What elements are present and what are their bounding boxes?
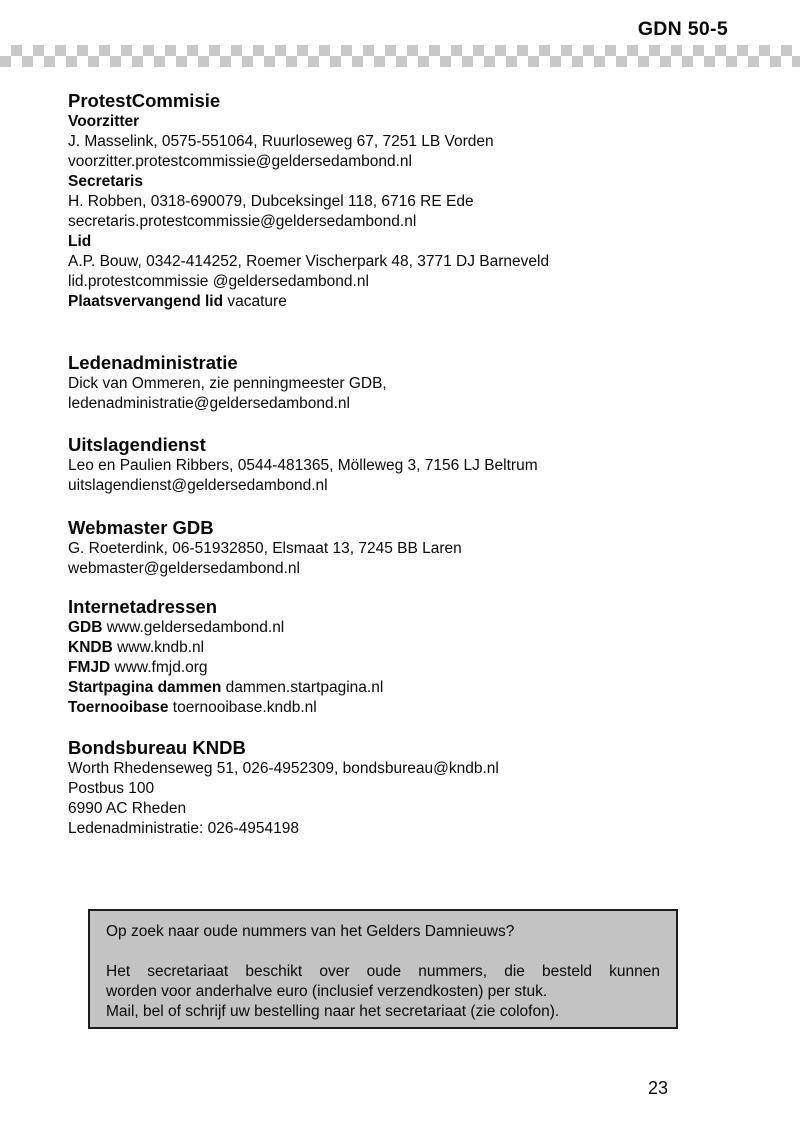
text-line bbox=[68, 272, 680, 292]
section-lines bbox=[68, 374, 680, 414]
section-heading: Webmaster GDB bbox=[68, 517, 214, 538]
section-internetadressen bbox=[68, 595, 680, 718]
text-line bbox=[68, 394, 680, 414]
text-line bbox=[68, 172, 680, 192]
section-lines bbox=[68, 759, 680, 839]
text-line bbox=[68, 779, 680, 799]
text-line-regular-part: 6990 AC Rheden bbox=[68, 800, 187, 817]
text-line-regular-part: A.P. Bouw, 0342-414252, Roemer Vischerpark 48, 3771 DJ Barneveld bbox=[68, 253, 550, 270]
text-line bbox=[68, 678, 680, 698]
text-line-regular-part: Leo en Paulien Ribbers, 0544-481365, Mölleweg 3, 7156 LJ Beltrum bbox=[68, 457, 538, 474]
text-line bbox=[68, 292, 680, 312]
notice-line-justified: Het secretariaat beschikt over oude nummers, die besteld kunnen bbox=[106, 963, 660, 980]
section-heading: Uitslagendienst bbox=[68, 434, 206, 455]
page-header-title: GDN 50-5 bbox=[637, 18, 728, 40]
text-line-regular-part: vacature bbox=[223, 293, 287, 310]
section-lines bbox=[68, 456, 680, 496]
notice-line: worden voor anderhalve euro (inclusief verzendkosten) per stuk. bbox=[106, 983, 548, 1000]
text-line bbox=[68, 476, 680, 496]
section-ledenadministratie bbox=[68, 351, 680, 414]
section-uitslagendienst bbox=[68, 433, 680, 496]
section-heading: Internetadressen bbox=[68, 596, 218, 617]
text-line bbox=[68, 152, 680, 172]
section-bondsbureau-kndb bbox=[68, 736, 680, 839]
text-line-bold-part: Voorzitter bbox=[68, 113, 140, 130]
text-line-bold-part: KNDB bbox=[68, 639, 113, 656]
section-heading: Ledenadministratie bbox=[68, 352, 238, 373]
text-line bbox=[68, 638, 680, 658]
text-line bbox=[68, 759, 680, 779]
text-line-regular-part: Ledenadministratie: 026-4954198 bbox=[68, 820, 299, 837]
text-line bbox=[68, 559, 680, 579]
text-line-bold-part: GDB bbox=[68, 619, 103, 636]
text-line-regular-part: ledenadministratie@geldersedambond.nl bbox=[68, 395, 350, 412]
text-line-bold-part: FMJD bbox=[68, 659, 111, 676]
text-line-bold-part: Plaatsvervangend lid bbox=[68, 293, 224, 310]
text-line-regular-part: www.fmjd.org bbox=[110, 659, 208, 676]
text-line bbox=[68, 374, 680, 394]
notice-line: Op zoek naar oude nummers van het Gelders Damnieuws? bbox=[106, 923, 515, 940]
text-line-regular-part: toernooibase.kndb.nl bbox=[168, 699, 317, 716]
text-line bbox=[68, 618, 680, 638]
text-line-regular-part: Dick van Ommeren, zie penningmeester GDB, bbox=[68, 375, 387, 392]
section-heading: Bondsbureau KNDB bbox=[68, 737, 246, 758]
text-line bbox=[68, 539, 680, 559]
text-line bbox=[68, 456, 680, 476]
text-line-regular-part: webmaster@geldersedambond.nl bbox=[68, 560, 301, 577]
text-line bbox=[68, 192, 680, 212]
notice-line: Mail, bel of schrijf uw bestelling naar het secretariaat (zie colofon). bbox=[106, 1003, 560, 1020]
notice-blank-line bbox=[106, 942, 660, 962]
text-line-regular-part: lid.protestcommissie @geldersedambond.nl bbox=[68, 273, 369, 290]
text-line bbox=[68, 819, 680, 839]
text-line bbox=[68, 132, 680, 152]
old-issues-notice-box bbox=[88, 909, 678, 1029]
text-line-bold-part: Secretaris bbox=[68, 173, 143, 190]
text-line-regular-part: J. Masselink, 0575-551064, Ruurloseweg 67, 7251 LB Vorden bbox=[68, 133, 494, 150]
text-line-regular-part: uitslagendienst@geldersedambond.nl bbox=[68, 477, 328, 494]
text-line-regular-part: www.kndb.nl bbox=[112, 639, 205, 656]
text-line-regular-part: H. Robben, 0318-690079, Dubceksingel 118, 6716 RE Ede bbox=[68, 193, 474, 210]
text-line bbox=[68, 212, 680, 232]
text-line bbox=[68, 799, 680, 819]
checkerboard-band bbox=[0, 45, 800, 67]
page-number: 23 bbox=[648, 1078, 669, 1098]
section-protestcommisie bbox=[68, 89, 680, 312]
text-line-regular-part: www.geldersedambond.nl bbox=[102, 619, 285, 636]
text-line-regular-part: Worth Rhedenseweg 51, 026-4952309, bondsbureau@kndb.nl bbox=[68, 760, 499, 777]
text-line-regular-part: G. Roeterdink, 06-51932850, Elsmaat 13, 7245 BB Laren bbox=[68, 540, 462, 557]
text-line bbox=[68, 698, 680, 718]
text-line bbox=[68, 112, 680, 132]
text-line-regular-part: voorzitter.protestcommissie@geldersedambond.nl bbox=[68, 153, 412, 170]
section-lines bbox=[68, 112, 680, 312]
text-line-regular-part: dammen.startpagina.nl bbox=[221, 679, 384, 696]
text-line-bold-part: Lid bbox=[68, 233, 92, 250]
section-lines bbox=[68, 618, 680, 718]
text-line-bold-part: Startpagina dammen bbox=[68, 679, 222, 696]
text-line bbox=[68, 232, 680, 252]
section-webmaster-gdb bbox=[68, 516, 680, 579]
text-line-bold-part: Toernooibase bbox=[68, 699, 169, 716]
text-line-regular-part: Postbus 100 bbox=[68, 780, 155, 797]
section-lines bbox=[68, 539, 680, 579]
section-heading: ProtestCommisie bbox=[68, 90, 221, 111]
text-line bbox=[68, 252, 680, 272]
text-line bbox=[68, 658, 680, 678]
text-line-regular-part: secretaris.protestcommissie@geldersedambond.nl bbox=[68, 213, 417, 230]
